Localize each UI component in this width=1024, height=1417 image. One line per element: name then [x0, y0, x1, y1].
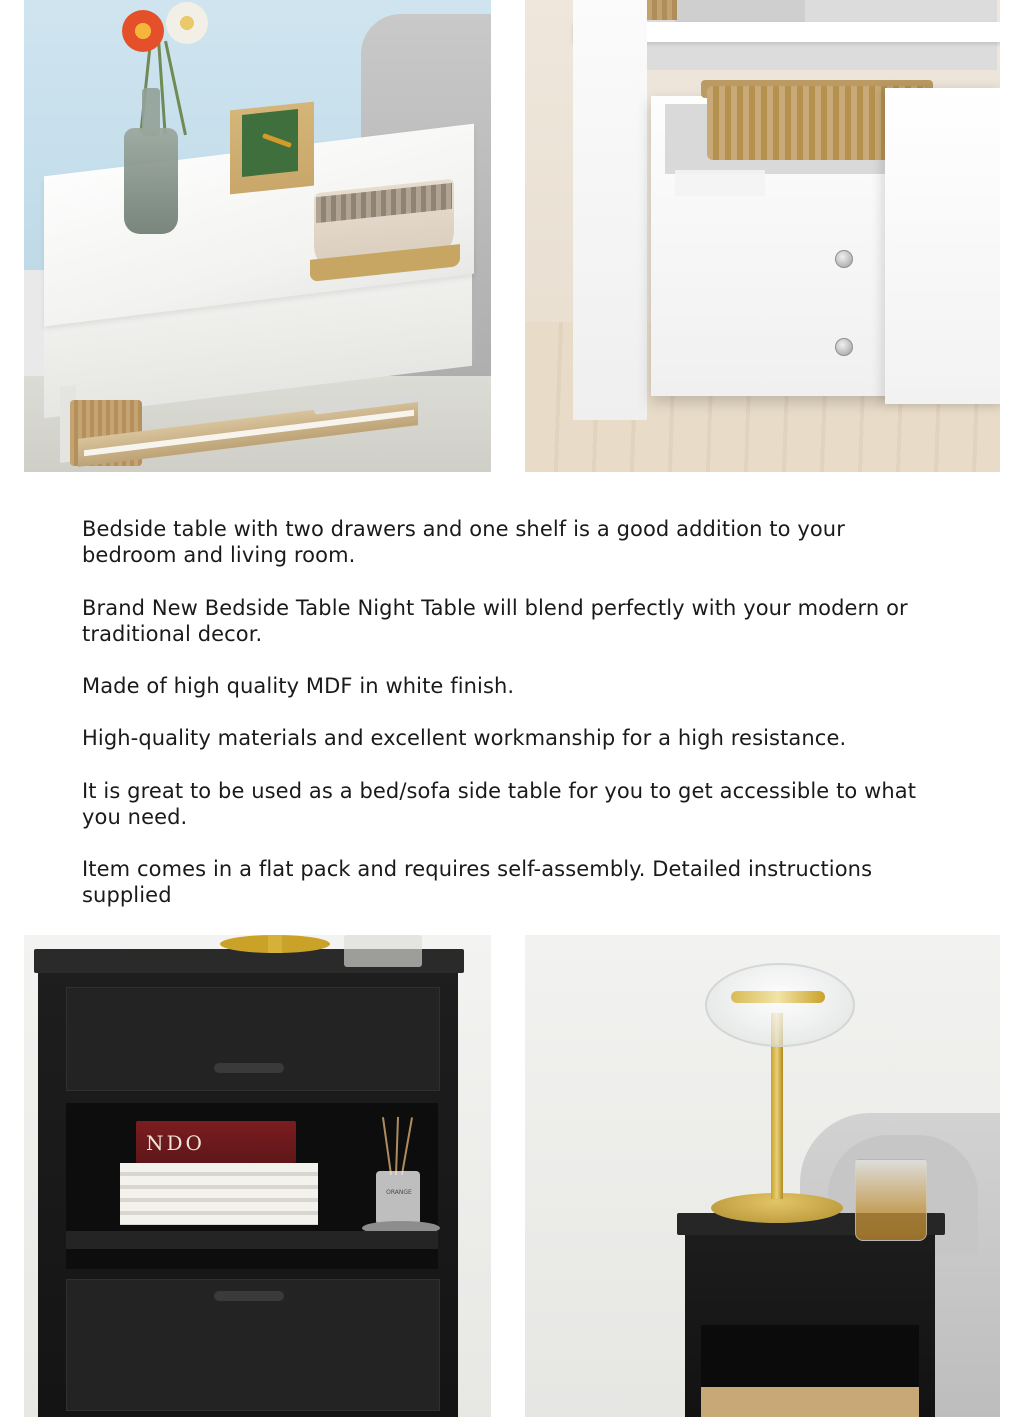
reed-stick — [382, 1117, 392, 1175]
description-bullet-6: Item comes in a flat pack and requires self-assembly. Detailed instructions supplied — [82, 857, 873, 908]
reed-stick — [395, 1116, 399, 1174]
lamp-glass-shade — [705, 963, 855, 1047]
book-stack — [120, 1163, 318, 1225]
cabinet-side-panel — [573, 0, 647, 420]
description-bullet-5: It is great to be used as a bed/sofa side table for you to get accessible to what you need. — [82, 778, 917, 829]
diffuser-reeds — [380, 1117, 414, 1175]
middle-shelf-panel — [66, 1231, 438, 1249]
description-bullet-1: Bedside table with two drawers and one shelf is a good addition to your bedroom and living room. — [82, 517, 845, 568]
description-bullet-3: Made of high quality MDF in white finish. — [82, 674, 515, 698]
lower-shelf-items — [701, 1387, 919, 1417]
lamp-rod-shape — [268, 935, 282, 953]
book-spine-text: NDO — [146, 1130, 205, 1155]
upper-drawer-handle — [214, 1063, 284, 1073]
description-bullet-2: Brand New Bedside Table Night Table will blend perfectly with your modern or traditional decor. — [82, 595, 908, 646]
whisky-glass — [344, 935, 422, 967]
open-shelf-cavity — [701, 1325, 919, 1395]
product-photo-open-drawer — [525, 0, 1000, 472]
product-photo-black-table-lamp — [525, 935, 1000, 1417]
screw-icon — [835, 338, 853, 356]
whisky-glass — [855, 1159, 927, 1241]
paper-liner — [675, 170, 765, 196]
product-photo-black-table-books — [24, 935, 491, 1417]
glass-vase — [124, 128, 178, 234]
lamp-light-disc — [731, 991, 825, 1003]
flower-white — [166, 2, 208, 44]
reed-stick — [401, 1117, 413, 1174]
flower-orange — [122, 10, 164, 52]
reed-diffuser-bottle — [376, 1171, 420, 1225]
product-photo-white-table-styled — [24, 0, 491, 472]
upper-drawer — [66, 987, 440, 1091]
drawer-front-panel — [885, 88, 1000, 404]
lower-drawer-handle — [214, 1291, 284, 1301]
diffuser-label-line-1: ORANGE — [386, 1188, 412, 1196]
description-bullet-4: High-quality materials and excellent workmanship for a high resistance. — [82, 726, 847, 751]
bottom-image-row — [0, 935, 1024, 1417]
shelf-item — [675, 0, 805, 22]
screw-icon — [835, 250, 853, 268]
description-block — [0, 472, 1024, 909]
top-image-row — [0, 0, 1024, 472]
